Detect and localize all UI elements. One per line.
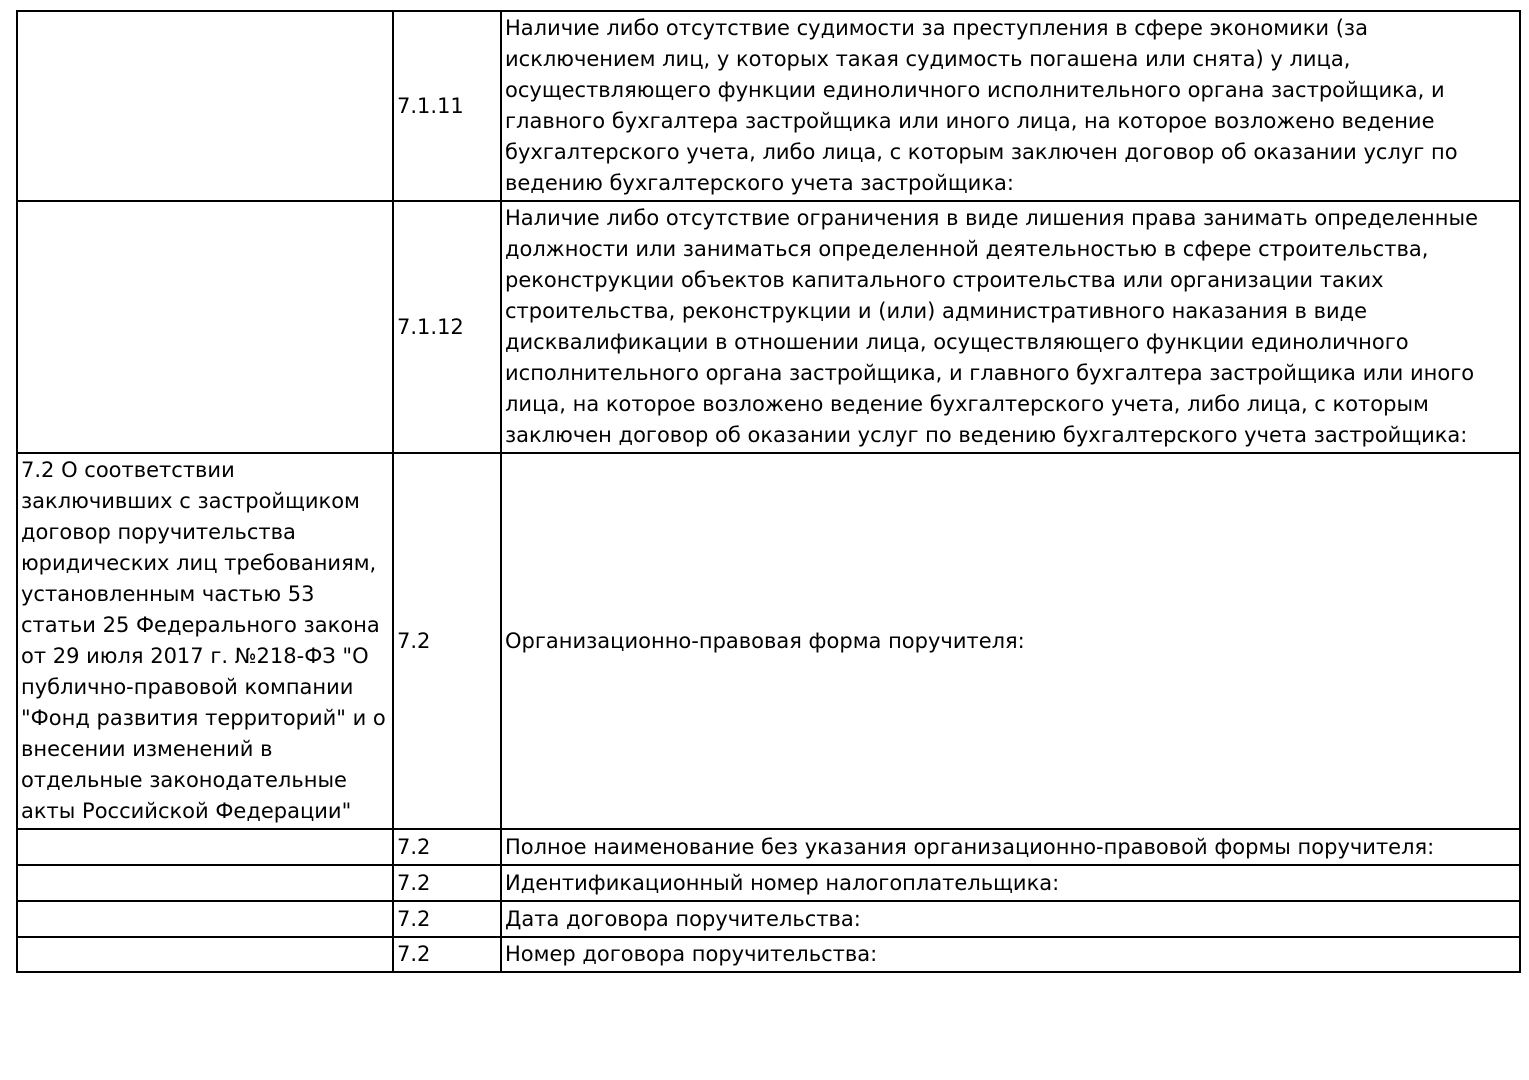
table-row [17, 453, 1520, 829]
table-row [17, 11, 1520, 201]
code-cell: 7.1.12 [393, 201, 501, 453]
requirement-cell: Идентификационный номер налогоплательщика: [501, 865, 1520, 901]
code-cell: 7.2 [393, 453, 501, 829]
code-cell: 7.2 [393, 829, 501, 865]
table-row [17, 865, 1520, 901]
code-cell: 7.2 [393, 901, 501, 937]
requirements-table-body [17, 11, 1520, 972]
section-cell [17, 901, 393, 937]
requirement-cell: Номер договора поручительства: [501, 937, 1520, 972]
section-cell [17, 11, 393, 201]
code-cell: 7.1.11 [393, 11, 501, 201]
requirements-table [16, 10, 1521, 973]
section-cell [17, 201, 393, 453]
table-row [17, 937, 1520, 972]
section-cell [17, 829, 393, 865]
requirement-cell: Организационно-правовая форма поручителя: [501, 453, 1520, 829]
code-cell: 7.2 [393, 865, 501, 901]
requirement-cell: Наличие либо отсутствие судимости за преступления в сфере экономики (за исключением лиц, у которых такая судимость погашена или снята) у лица, осуществляющего функции единоличного исполнительного органа застройщика, и главного бухгалтера застройщика или иного лица, на которое возложено ведение бухгалтерского учета, либо лица, с которым заключен договор об оказании услуг по ведению бухгалтерского учета застройщика: [501, 11, 1520, 201]
code-cell: 7.2 [393, 937, 501, 972]
requirement-cell: Дата договора поручительства: [501, 901, 1520, 937]
section-cell [17, 937, 393, 972]
requirement-cell: Полное наименование без указания организационно-правовой формы поручителя: [501, 829, 1520, 865]
table-row [17, 829, 1520, 865]
section-cell [17, 865, 393, 901]
section-cell: 7.2 О соответствии заключивших с застройщиком договор поручительства юридических лиц требованиям, установленным частью 53 статьи 25 Федерального закона от 29 июля 2017 г. №218-ФЗ "О публично-правовой компании "Фонд развития территорий" и о внесении изменений в отдельные законодательные акты Российской Федерации" [17, 453, 393, 829]
requirement-cell: Наличие либо отсутствие ограничения в виде лишения права занимать определенные должности или заниматься определенной деятельностью в сфере строительства, реконструкции объектов капитального строительства или организации таких строительства, реконструкции и (или) административного наказания в виде дисквалификации в отношении лица, осуществляющего функции единоличного исполнительного органа застройщика, и главного бухгалтера застройщика или иного лица, на которое возложено ведение бухгалтерского учета, либо лица, с которым заключен договор об оказании услуг по ведению бухгалтерского учета застройщика: [501, 201, 1520, 453]
table-row [17, 201, 1520, 453]
table-row [17, 901, 1520, 937]
